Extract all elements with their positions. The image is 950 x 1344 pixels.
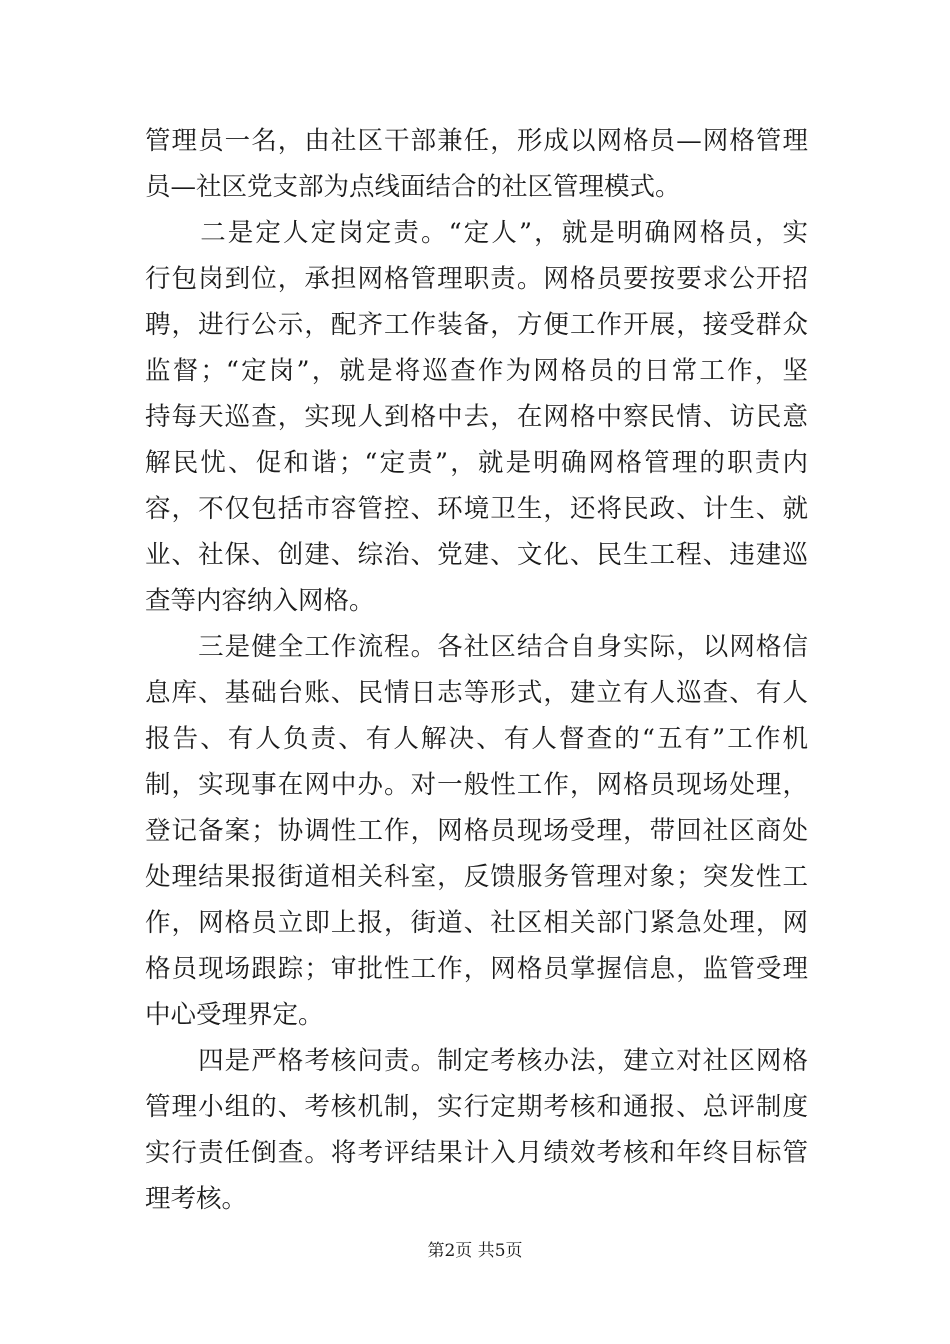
page-footer: 第2页 共5页 <box>427 1241 523 1261</box>
text-line: 二是定人定岗定责。“定人”，就是明确网格员，实 <box>145 218 808 248</box>
text-line: 业、社保、创建、综治、党建、文化、民生工程、违建巡 <box>145 540 808 570</box>
text-line: 持每天巡查，实现人到格中去，在网格中察民情、访民意 <box>145 402 808 432</box>
text-line: 理考核。 <box>145 1184 248 1214</box>
text-line: 处理结果报街道相关科室，反馈服务管理对象；突发性工 <box>145 862 808 892</box>
text-line: 作，网格员立即上报，街道、社区相关部门紧急处理，网 <box>145 908 808 938</box>
text-line: 格员现场跟踪；审批性工作，网格员掌握信息，监管受理 <box>145 954 808 984</box>
text-line: 实行责任倒查。将考评结果计入月绩效考核和年终目标管 <box>145 1138 808 1168</box>
document-body <box>145 118 808 1222</box>
text-line: 三是健全工作流程。各社区结合自身实际，以网格信 <box>145 632 808 662</box>
text-line: 聘，进行公示，配齐工作装备，方便工作开展，接受群众 <box>145 310 808 340</box>
text-line: 制，实现事在网中办。对一般性工作，网格员现场处理， <box>145 770 808 800</box>
text-line: 查等内容纳入网格。 <box>145 586 375 616</box>
text-line: 行包岗到位，承担网格管理职责。网格员要按要求公开招 <box>145 264 808 294</box>
text-line: 报告、有人负责、有人解决、有人督查的“五有”工作机 <box>145 724 808 754</box>
text-line: 员—社区党支部为点线面结合的社区管理模式。 <box>145 172 681 202</box>
text-line: 中心受理界定。 <box>145 1000 324 1030</box>
text-line: 登记备案；协调性工作，网格员现场受理，带回社区商处 <box>145 816 808 846</box>
text-line: 容，不仅包括市容管控、环境卫生，还将民政、计生、就 <box>145 494 808 524</box>
text-line: 管理员一名，由社区干部兼任，形成以网格员—网格管理 <box>145 126 808 156</box>
text-line: 监督；“定岗”，就是将巡查作为网格员的日常工作，坚 <box>145 356 808 386</box>
text-line: 解民忧、促和谐；“定责”，就是明确网格管理的职责内 <box>145 448 808 478</box>
text-line: 四是严格考核问责。制定考核办法，建立对社区网格 <box>145 1046 808 1076</box>
text-line: 管理小组的、考核机制，实行定期考核和通报、总评制度 <box>145 1092 808 1122</box>
text-line: 息库、基础台账、民情日志等形式，建立有人巡查、有人 <box>145 678 808 708</box>
